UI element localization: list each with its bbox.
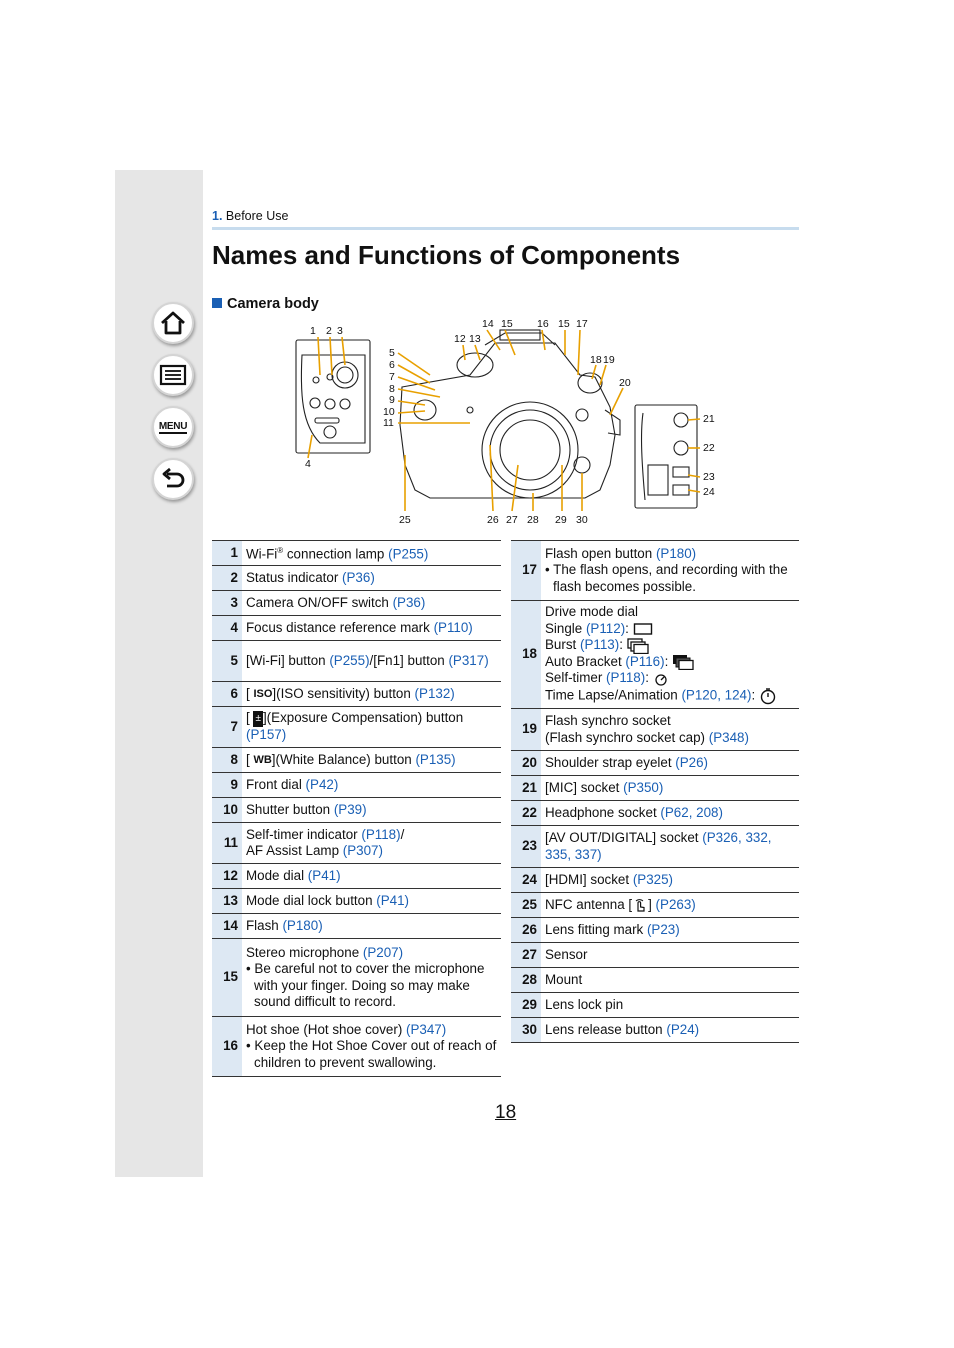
table-row xyxy=(212,682,501,707)
components-table-left xyxy=(212,540,501,1077)
burst-icon xyxy=(627,638,649,654)
item-number: 18 xyxy=(511,601,541,709)
table-row xyxy=(212,914,501,939)
page-link[interactable]: (P135) xyxy=(415,751,456,767)
callout-label: 27 xyxy=(506,514,518,526)
item-description: [ ± ](Exposure Compensation) button (P157) xyxy=(242,707,501,748)
item-description: [HDMI] socket (P325) xyxy=(541,868,799,893)
item-description: [ WB](White Balance) button (P135) xyxy=(242,748,501,773)
page-link[interactable]: (P118) xyxy=(606,670,646,686)
callout-label: 11 xyxy=(383,417,394,429)
page-link[interactable]: (P110) xyxy=(433,619,473,635)
table-row xyxy=(511,943,799,968)
item-description: Stereo microphone (P207) • Be careful not to cover the microphone with your finger. Doing so may make sound difficult to record. xyxy=(242,939,501,1017)
callout-label: 21 xyxy=(703,413,715,425)
top-view-inset xyxy=(296,340,370,453)
page-link[interactable]: 335 xyxy=(545,846,568,862)
page-link[interactable]: (P112) xyxy=(585,620,626,636)
item-number: 11 xyxy=(212,823,242,864)
item-description: Status indicator (P36) xyxy=(242,566,501,591)
item-number: 13 xyxy=(212,889,242,914)
page-link[interactable]: (P120 xyxy=(681,687,718,703)
item-description: Mode dial lock button (P41) xyxy=(242,889,501,914)
callout-label: 2 xyxy=(326,325,332,337)
item-description: Shoulder strap eyelet (P26) xyxy=(541,751,799,776)
callout-label: 24 xyxy=(703,486,715,498)
callout-label: 1 xyxy=(310,325,316,337)
page-link[interactable]: (P157) xyxy=(246,727,287,743)
table-row xyxy=(212,798,501,823)
self-timer-icon xyxy=(653,671,669,687)
item-description: Lens lock pin xyxy=(541,993,799,1018)
callout-label: 30 xyxy=(576,514,588,526)
item-number: 21 xyxy=(511,776,541,801)
callout-label: 13 xyxy=(469,333,481,345)
iso-icon: ISO xyxy=(253,687,273,700)
menu-label: MENU xyxy=(158,420,188,432)
table-row xyxy=(511,1018,799,1043)
item-description: Headphone socket (P62, 208) xyxy=(541,801,799,826)
item-description: Sensor xyxy=(541,943,799,968)
item-number: 17 xyxy=(511,541,541,601)
item-number: 4 xyxy=(212,616,242,641)
table-row xyxy=(511,968,799,993)
page-link[interactable]: (P26) xyxy=(675,754,709,770)
table-row xyxy=(212,566,501,591)
section-heading xyxy=(212,296,319,312)
leader-lines xyxy=(308,330,700,511)
item-number: 23 xyxy=(511,826,541,868)
table-row xyxy=(511,826,799,868)
item-number: 10 xyxy=(212,798,242,823)
item-description: [AV OUT/DIGITAL] socket (P326, 332, 335, 337) xyxy=(541,826,799,868)
table-row xyxy=(511,776,799,801)
lens-mount xyxy=(482,402,578,498)
page-link[interactable]: (P255) xyxy=(329,652,370,668)
breadcrumb xyxy=(212,209,288,223)
callout-label: 4 xyxy=(305,458,311,470)
breadcrumb-text: Before Use xyxy=(225,209,289,223)
item-description: Focus distance reference mark (P110) xyxy=(242,616,501,641)
callout-label: 10 xyxy=(383,406,395,418)
item-description: Flash open button (P180) • The flash opens, and recording with the flash becomes possible. xyxy=(541,541,799,601)
callout-label: 7 xyxy=(389,371,395,383)
item-number: 19 xyxy=(511,709,541,751)
callout-label: 25 xyxy=(399,514,411,526)
item-number: 22 xyxy=(511,801,541,826)
callout-label: 19 xyxy=(603,354,615,366)
page-link[interactable]: (P207) xyxy=(362,944,404,960)
page-link[interactable]: (P118) xyxy=(361,826,401,842)
callout-label: 9 xyxy=(389,394,395,406)
page-link[interactable]: (P255) xyxy=(388,546,429,562)
item-number: 3 xyxy=(212,591,242,616)
page-link[interactable]: (P36) xyxy=(342,569,375,585)
page-link[interactable]: (P180) xyxy=(655,545,697,561)
components-table-right xyxy=(511,540,799,1043)
list-icon xyxy=(159,361,187,389)
white-balance-icon: WB xyxy=(253,753,272,766)
item-number: 12 xyxy=(212,864,242,889)
callout-label: 6 xyxy=(389,359,395,371)
nfc-touch-icon xyxy=(632,897,648,913)
page-link[interactable]: (P132) xyxy=(414,685,455,701)
square-bullet-icon xyxy=(212,298,222,308)
table-row xyxy=(212,707,501,748)
page-link[interactable]: (P113) xyxy=(579,637,620,653)
item-number: 14 xyxy=(212,914,242,939)
item-description: Shutter button (P39) xyxy=(242,798,501,823)
item-number: 25 xyxy=(511,893,541,918)
time-lapse-icon xyxy=(759,687,777,705)
table-row xyxy=(511,801,799,826)
table-row xyxy=(212,641,501,682)
table-row xyxy=(212,748,501,773)
page-link[interactable]: (P348) xyxy=(708,729,749,745)
page-link[interactable]: (P180) xyxy=(282,917,323,933)
callout-label: 3 xyxy=(337,325,343,337)
callout-label: 23 xyxy=(703,471,715,483)
camera-diagram xyxy=(290,315,730,530)
page-link[interactable]: (P317) xyxy=(448,652,489,668)
page-title: Names and Functions of Components xyxy=(212,240,681,270)
item-number: 15 xyxy=(212,939,242,1017)
menu-button[interactable] xyxy=(152,406,194,448)
callout-label: 17 xyxy=(576,318,588,330)
page-link[interactable]: (P39) xyxy=(333,801,367,817)
callout-label: 5 xyxy=(389,347,395,359)
table-row xyxy=(212,541,501,566)
exposure-compensation-icon: ± xyxy=(253,711,263,728)
page-link[interactable]: 208) xyxy=(696,804,723,820)
table-row xyxy=(212,616,501,641)
table-row xyxy=(212,823,501,864)
item-description: Wi-Fi® connection lamp (P255) xyxy=(242,541,501,566)
item-number: 1 xyxy=(212,541,242,566)
item-number: 16 xyxy=(212,1017,242,1077)
callout-label: 20 xyxy=(619,377,631,389)
note-bullet: • Be careful not to cover the microphone with your finger. Doing so may make sound difficult to record. xyxy=(246,961,485,1009)
item-description: Flash synchro socket (Flash synchro socket cap) (P348) xyxy=(541,709,799,751)
page-link[interactable]: (P347) xyxy=(406,1021,447,1037)
item-number: 28 xyxy=(511,968,541,993)
item-number: 29 xyxy=(511,993,541,1018)
page-link[interactable]: 332 xyxy=(745,830,768,845)
home-button[interactable] xyxy=(152,302,194,344)
callout-label: 15 xyxy=(501,318,513,330)
item-description: Drive mode dial Single (P112): Burst (P113): Auto Bracket (P116): Self-timer (P118): Time Lapse/Animation (P120, 124): xyxy=(541,601,799,709)
table-row xyxy=(212,1017,501,1077)
table-row xyxy=(511,893,799,918)
table-row xyxy=(511,601,799,709)
page-link[interactable]: (P263) xyxy=(655,896,696,912)
table-row xyxy=(511,868,799,893)
page-link[interactable]: 124) xyxy=(724,687,752,703)
page-link[interactable]: (P24) xyxy=(666,1021,700,1037)
item-description: Lens fitting mark (P23) xyxy=(541,918,799,943)
callout-label: 26 xyxy=(487,514,499,526)
item-description: [Wi-Fi] button (P255)/[Fn1] button (P317) xyxy=(242,641,501,682)
page-link[interactable]: 337) xyxy=(574,846,602,862)
item-description: Front dial (P42) xyxy=(242,773,501,798)
callout-label: 8 xyxy=(389,383,395,395)
item-number: 6 xyxy=(212,682,242,707)
item-description: Mode dial (P41) xyxy=(242,864,501,889)
callout-label: 12 xyxy=(454,333,466,345)
table-row xyxy=(212,864,501,889)
item-number: 30 xyxy=(511,1018,541,1043)
callout-label: 16 xyxy=(537,318,549,330)
table-row xyxy=(511,918,799,943)
table-row xyxy=(212,939,501,1017)
item-number: 2 xyxy=(212,566,242,591)
item-number: 20 xyxy=(511,751,541,776)
page-link[interactable]: (P325) xyxy=(632,871,674,887)
contents-button[interactable] xyxy=(152,354,194,396)
home-icon xyxy=(159,309,187,337)
single-frame-icon xyxy=(633,622,653,636)
callout-label: 14 xyxy=(482,318,494,330)
item-description: [MIC] socket (P350) xyxy=(541,776,799,801)
note-bullet: • Keep the Hot Shoe Cover out of reach of children to prevent swallowing. xyxy=(246,1038,497,1070)
page-link[interactable]: (P307) xyxy=(342,843,383,858)
callout-label: 18 xyxy=(590,354,602,366)
page-link[interactable]: (P41) xyxy=(307,867,341,883)
item-description: NFC antenna [ ] (P263) xyxy=(541,893,799,918)
auto-bracket-icon xyxy=(672,654,694,670)
table-row xyxy=(212,773,501,798)
header-rule xyxy=(212,227,799,230)
breadcrumb-number: 1. xyxy=(212,209,223,223)
back-arrow-icon xyxy=(159,465,187,493)
item-number: 24 xyxy=(511,868,541,893)
item-description: Camera ON/OFF switch (P36) xyxy=(242,591,501,616)
page-link[interactable]: (P36) xyxy=(392,594,426,610)
table-row xyxy=(511,541,799,601)
table-row xyxy=(212,591,501,616)
table-row xyxy=(511,751,799,776)
item-number: 5 xyxy=(212,641,242,682)
page-link[interactable]: (P350) xyxy=(623,779,664,795)
item-number: 26 xyxy=(511,918,541,943)
item-description: [ ISO](ISO sensitivity) button (P132) xyxy=(242,682,501,707)
item-number: 7 xyxy=(212,707,242,748)
item-description: Flash (P180) xyxy=(242,914,501,939)
section-label: Camera body xyxy=(227,296,319,312)
page-link[interactable]: (P41) xyxy=(376,892,410,908)
back-button[interactable] xyxy=(152,458,194,500)
page-link[interactable]: (P62 xyxy=(660,804,689,820)
page-link[interactable]: (P326 xyxy=(702,830,738,845)
item-description: Self-timer indicator (P118)/ AF Assist Lamp (P307) xyxy=(242,823,501,864)
item-number: 27 xyxy=(511,943,541,968)
item-description: Hot shoe (Hot shoe cover) (P347) • Keep the Hot Shoe Cover out of reach of children to prevent swallowing. xyxy=(242,1017,501,1077)
item-description: Mount xyxy=(541,968,799,993)
table-row xyxy=(212,889,501,914)
table-row xyxy=(511,709,799,751)
item-number: 8 xyxy=(212,748,242,773)
callout-label: 29 xyxy=(555,514,567,526)
item-number: 9 xyxy=(212,773,242,798)
item-description: Lens release button (P24) xyxy=(541,1018,799,1043)
page-number: 18 xyxy=(495,1102,517,1123)
callout-label: 15 xyxy=(558,318,570,330)
callout-label: 28 xyxy=(527,514,539,526)
table-row xyxy=(511,993,799,1018)
callout-label: 22 xyxy=(703,442,715,454)
page-link[interactable]: (P116) xyxy=(625,653,665,669)
note-bullet: • The flash opens, and recording with the flash becomes possible. xyxy=(545,562,788,594)
page-link[interactable]: (P23) xyxy=(646,921,680,937)
page-link[interactable]: (P42) xyxy=(305,776,339,792)
